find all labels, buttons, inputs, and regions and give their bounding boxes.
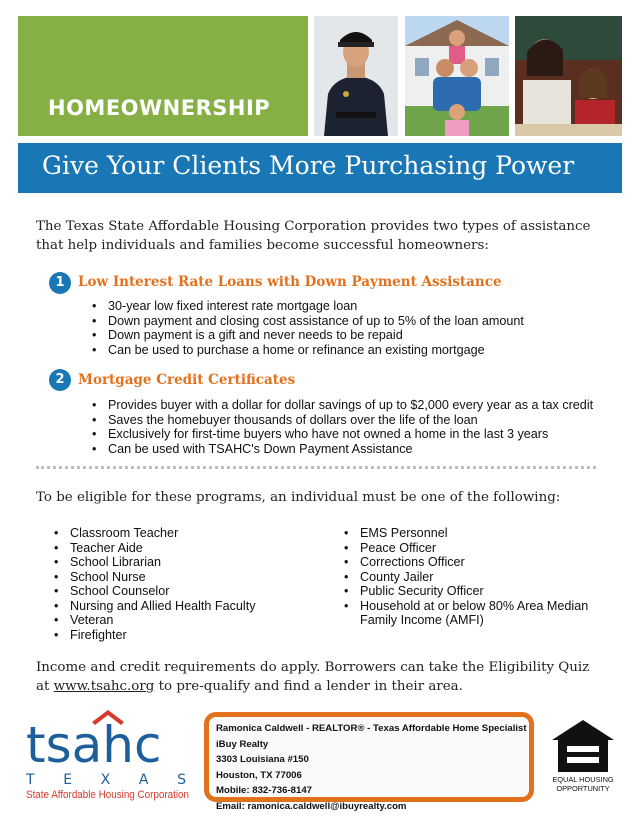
dotted-divider xyxy=(36,466,596,469)
list-item: • Public Security Officer xyxy=(342,584,600,599)
list-item: • Peace Officer xyxy=(342,541,600,556)
contact-street: 3303 Louisiana #150 xyxy=(216,754,309,765)
logo-state: T E X A S xyxy=(26,772,186,788)
list-item: • County Jailer xyxy=(342,570,600,585)
list-item: • Firefighter xyxy=(52,628,312,643)
list-item: • Teacher Aide xyxy=(52,541,312,556)
tsahc-website-link[interactable]: www.tsahc.org xyxy=(53,679,155,694)
list-item: • Down payment and closing cost assistance of up to 5% of the loan amount xyxy=(90,314,610,329)
list-item: • Can be used to purchase a home or refinance an existing mortgage xyxy=(90,343,610,358)
section-label: HOMEOWNERSHIP xyxy=(48,96,271,120)
list-item: • Corrections Officer xyxy=(342,555,600,570)
eligibility-left-list xyxy=(52,526,312,642)
intro-paragraph: The Texas State Affordable Housing Corporation provides two types of assistance that help individuals and families become successful homeowners: xyxy=(36,219,591,253)
contact-city: Houston, TX 77006 xyxy=(216,769,302,781)
eho-line1: EQUAL HOUSING xyxy=(552,775,614,784)
list-item: • 30-year low fixed interest rate mortgage loan xyxy=(90,299,610,314)
realtor-contact-card xyxy=(204,712,534,812)
list-item: • Provides buyer with a dollar for dollar savings of up to $2,000 every year as a tax credit xyxy=(90,398,610,413)
program-2-number-badge: 2 xyxy=(49,369,71,391)
classroom-photo xyxy=(515,16,622,136)
program-2-title: Mortgage Credit Certificates xyxy=(78,372,296,388)
family-photo xyxy=(405,16,509,136)
program-1-title: Low Interest Rate Loans with Down Payment Assistance xyxy=(78,274,502,290)
list-item: • Can be used with TSAHC's Down Payment Assistance xyxy=(90,442,610,457)
logo-tagline: State Affordable Housing Corporation xyxy=(26,789,190,801)
contact-mobile: Mobile: 832-736-8147 xyxy=(216,785,312,796)
banner-title: Give Your Clients More Purchasing Power xyxy=(42,151,575,180)
list-item: • Household at or below 80% Area Median Family Income (AMFI) xyxy=(342,599,600,628)
list-item: • Veteran xyxy=(52,613,312,628)
police-officer-photo xyxy=(314,16,398,136)
list-item: • Nursing and Allied Health Faculty xyxy=(52,599,312,614)
contact-email: Email: ramonica.caldwell@ibuyrealty.com xyxy=(216,800,407,812)
tsahc-logo xyxy=(26,710,191,802)
program-1-number-badge: 1 xyxy=(49,272,71,294)
equal-housing-logo xyxy=(552,720,614,794)
list-item: • Exclusively for first-time buyers who have not owned a home in the last 3 years xyxy=(90,427,610,442)
list-item: • EMS Personnel xyxy=(342,526,600,541)
footer-text-before: Income and credit requirements do apply. Borrowers can take the Eligibility Quiz at xyxy=(36,660,590,694)
list-item: • Down payment is a gift and never needs to be repaid xyxy=(90,328,610,343)
program-2-bullet-list xyxy=(90,398,610,456)
eligibility-right-list xyxy=(342,526,600,628)
list-item: • School Librarian xyxy=(52,555,312,570)
program-1-bullet-list xyxy=(90,299,610,357)
list-item: • Classroom Teacher xyxy=(52,526,312,541)
footer-paragraph xyxy=(36,658,606,696)
list-item: • Saves the homebuyer thousands of dollars over the life of the loan xyxy=(90,413,610,428)
list-item: • School Nurse xyxy=(52,570,312,585)
logo-wordmark: tsahc xyxy=(26,716,162,774)
eligibility-intro: To be eligible for these programs, an individual must be one of the following: xyxy=(36,490,561,505)
list-item: • School Counselor xyxy=(52,584,312,599)
eho-line2: OPPORTUNITY xyxy=(556,784,610,793)
footer-text-after: to pre-qualify and find a lender in their area. xyxy=(158,679,463,694)
contact-company: iBuy Realty xyxy=(216,738,269,750)
contact-name-title: Ramonica Caldwell - REALTOR® - Texas Affordable Home Specialist xyxy=(216,723,527,734)
